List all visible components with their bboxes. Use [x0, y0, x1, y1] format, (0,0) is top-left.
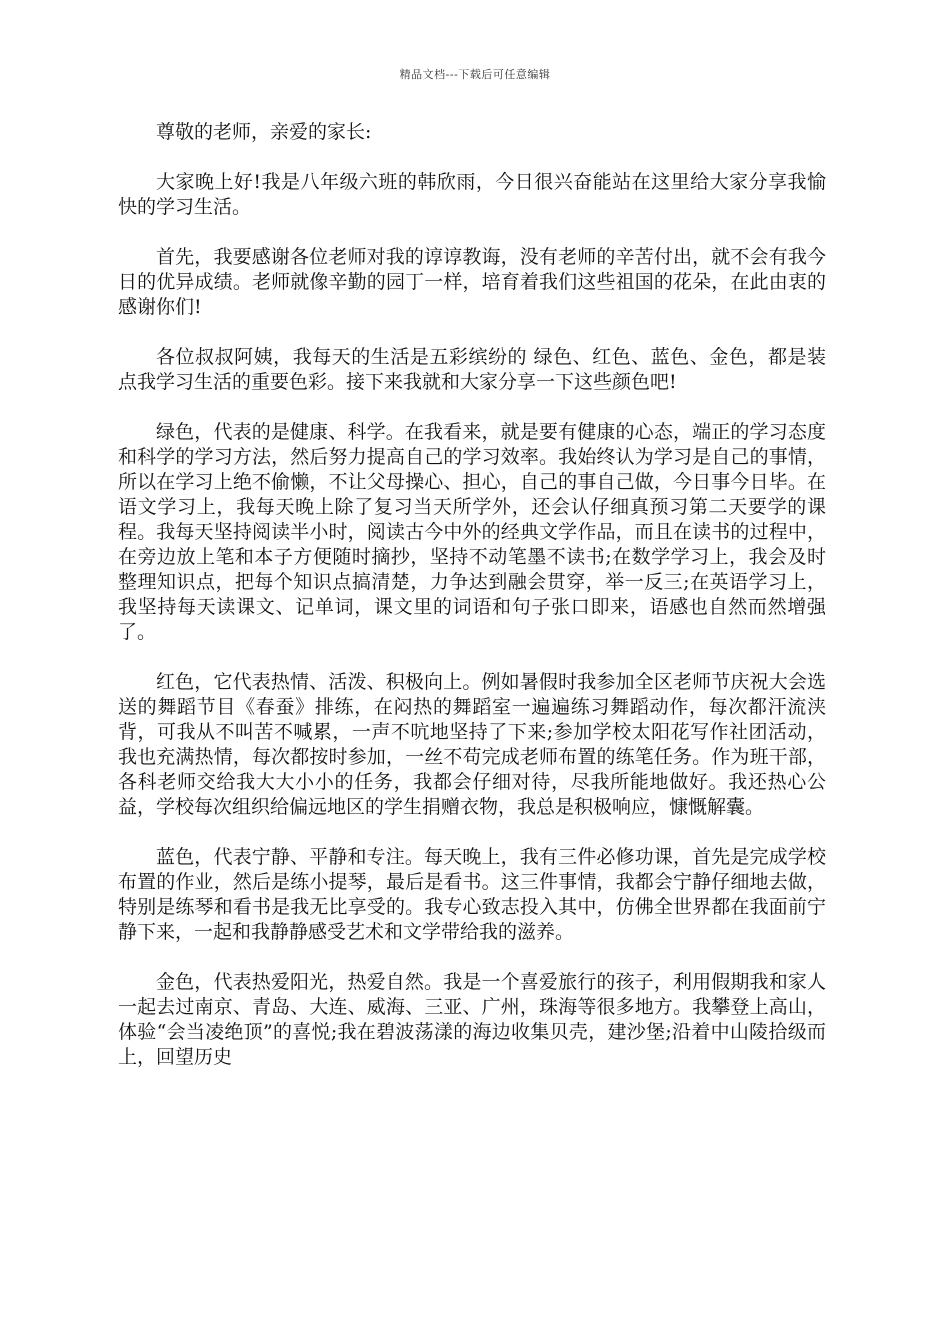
speech-body	[118, 120, 826, 1095]
paragraph-colors: 各位叔叔阿姨，我每天的生活是五彩缤纷的 绿色、红色、蓝色、金色，都是装点我学习生活的重要色彩。接下来我就和大家分享一下这些颜色吧!	[118, 346, 826, 393]
paragraph-blue: 蓝色，代表宁静、平静和专注。每天晚上，我有三件必修功课，首先是完成学校布置的作业，然后是练小提琴，最后是看书。这三件事情，我都会宁静仔细地去做，特别是练琴和看书是我无比享受的。我专心致志投入其中，仿佛全世界都在我面前宁静下来，一起和我静静感受艺术和文学带给我的滋养。	[118, 846, 826, 943]
paragraph-thanks: 首先，我要感谢各位老师对我的谆谆教诲，没有老师的辛苦付出，就不会有我今日的优异成绩。老师就像辛勤的园丁一样，培育着我们这些祖国的花朵，在此由衷的感谢你们!	[118, 246, 826, 318]
greeting: 尊敬的老师，亲爱的家长:	[156, 121, 372, 143]
paragraph-green: 绿色，代表的是健康、科学。在我看来，就是要有健康的心态，端正的学习态度和科学的学习方法，然后努力提高自己的学习效率。我始终认为学习是自己的事情，所以在学习上绝不偷懒，不让父母操心、担心，自己的事自己做，今日事今日毕。在语文学习上，我每天晚上除了复习当天所学外，还会认仔细真预习第二天要学的课程。我每天坚持阅读半小时，阅读古今中外的经典文学作品，而且在读书的过程中，在旁边放上笔和本子方便随时摘抄，坚持不动笔墨不读书;在数学学习上，我会及时整理知识点，把每个知识点搞清楚，力争达到融会贯穿，举一反三;在英语学习上，我坚持每天读课文、记单词，课文里的词语和句子张口即来，语感也自然而然增强了。	[118, 421, 826, 643]
paragraph-gold: 金色，代表热爱阳光，热爱自然。我是一个喜爱旅行的孩子，利用假期我和家人一起去过南京、青岛、大连、威海、三亚、广州，珠海等很多地方。我攀登上高山，体验“会当凌绝顶”的喜悦;我在碧波荡漾的海边收集贝壳，建沙堡;沿着中山陵拾级而上，回望历史	[118, 971, 826, 1068]
paragraph-red: 红色，它代表热情、活泼、积极向上。例如暑假时我参加全区老师节庆祝大会选送的舞蹈节目《春蚕》排练，在闷热的舞蹈室一遍遍练习舞蹈动作，每次都汗流浃背，可我从不叫苦不喊累，一声不吭地坚持了下来;参加学校太阳花写作社团活动，我也充满热情，每次都按时参加，一丝不苟完成老师布置的练笔任务。作为班干部，各科老师交给我大大小小的任务，我都会仔细对待，尽我所能地做好。我还热心公益，学校每次组织给偏远地区的学生捐赠衣物，我总是积极响应，慷慨解囊。	[118, 671, 826, 818]
header-note: 精品文档---下载后可任意编辑	[399, 68, 551, 81]
paragraph-intro: 大家晚上好!我是八年级六班的韩欣雨，今日很兴奋能站在这里给大家分享我愉快的学习生活。	[118, 171, 826, 218]
